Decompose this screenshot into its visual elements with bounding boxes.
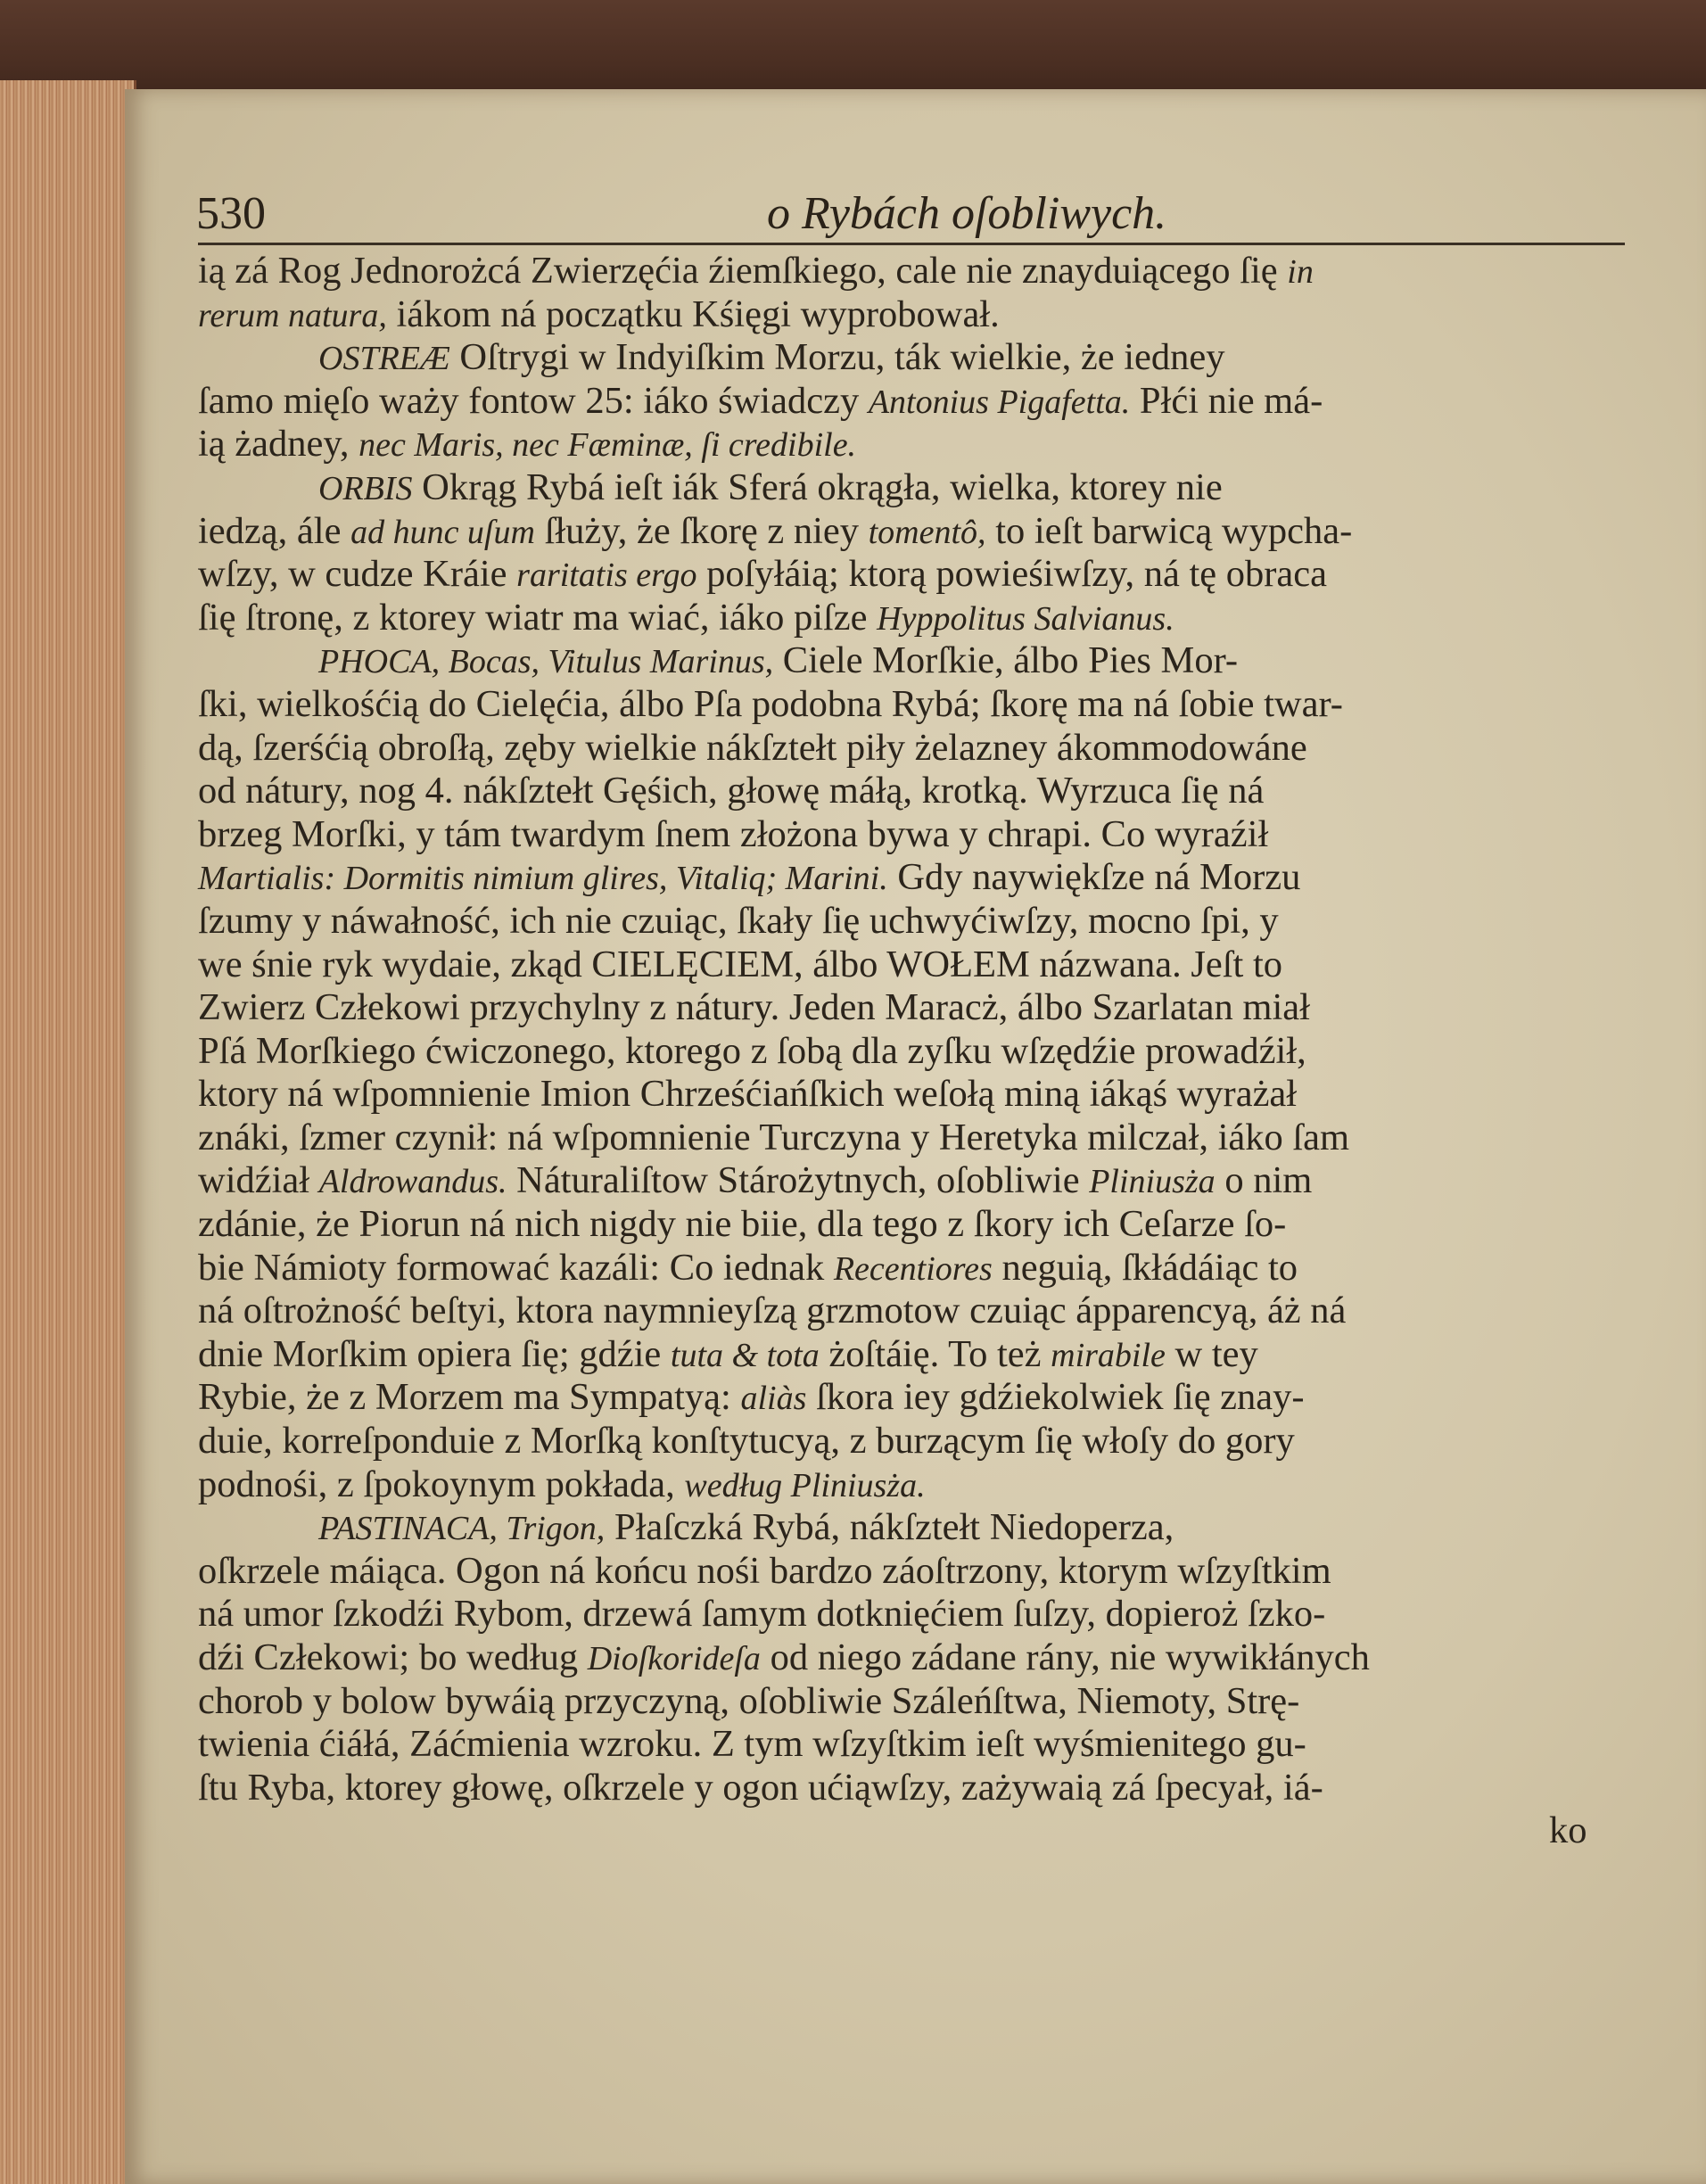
text-run: ná oſtrożność beſtyi, ktora naymnieyſzą grzmotow czuiąc ápparencyą, áż ná (198, 1290, 1347, 1332)
text-run: chorob y bolow bywáią przyczyną, oſobliwie Száleńſtwa, Niemoty, Strę- (198, 1679, 1300, 1722)
text-run: żoſtáię. To też (819, 1332, 1051, 1375)
text-line (198, 1030, 1652, 1074)
text-line (198, 1723, 1652, 1767)
italic-text: Martialis: Dormitis nimium glires, Vitaliq; Marini. (198, 860, 888, 898)
text-line (198, 1680, 1652, 1724)
text-run: Płaſczká Rybá, nákſztełt Niedoperza, (605, 1506, 1174, 1549)
text-line (198, 900, 1652, 944)
text-line (198, 813, 1652, 857)
italic-text: Hyppolitus Salvianus. (877, 599, 1174, 638)
text-line (198, 856, 1652, 900)
text-run: twienia ćiáłá, Záćmienia wzroku. Z tym wſzyſtkim ieſt wyśmienitego gu- (198, 1723, 1306, 1766)
italic-text: in (1287, 253, 1314, 291)
text-run: od nátury, nog 4. nákſztełt Gęśich, głowę máłą, krotką. Wyrzuca ſię ná (198, 770, 1265, 812)
page-edges (0, 80, 136, 2184)
text-run: brzeg Morſki, y tám twardym ſnem złożona bywa y chrapi. Co wyraźił (198, 812, 1269, 855)
page-number: 530 (196, 188, 266, 239)
header-rule (198, 243, 1625, 245)
text-run: podnośi, z ſpokoynym pokłada, (198, 1463, 685, 1505)
text-run: Pſá Morſkiego ćwiczonego, ktorego z ſobą dla zyſku wſzędźie prowadźił, (198, 1029, 1306, 1072)
italic-text: mirabile (1051, 1336, 1166, 1374)
text-line (198, 466, 1652, 510)
text-line (198, 770, 1652, 813)
text-line (198, 1247, 1652, 1290)
text-run: Płći nie má- (1130, 379, 1323, 422)
text-line (198, 1073, 1652, 1117)
text-run: ſię ſtronę, z ktorey wiatr ma wiać, iáko piſze (198, 596, 878, 639)
italic-text: rerum natura, (198, 296, 387, 334)
text-line (198, 1376, 1652, 1420)
text-line (198, 1203, 1652, 1247)
italic-text: według Pliniusża. (684, 1466, 926, 1504)
text-run: iedzą, ále (198, 509, 351, 552)
text-line (198, 683, 1652, 727)
body-text (198, 250, 1652, 1853)
catchword (198, 1809, 1652, 1853)
text-run: poſyłáią; ktorą powieśiwſzy, ná tę obraca (696, 553, 1328, 596)
text-line (198, 1333, 1652, 1377)
text-line (198, 597, 1652, 640)
italic-text: Dioſkorideſa (587, 1640, 761, 1677)
text-run: to ieſt barwicą wypcha- (985, 509, 1353, 552)
text-line (198, 1159, 1652, 1203)
text-line (198, 1117, 1652, 1160)
text-line (198, 250, 1652, 293)
text-line (198, 1463, 1652, 1507)
italic-text: tuta & tota (670, 1336, 820, 1374)
text-run: zdánie, że Piorun ná nich nigdy nie biie, dla tego z ſkory ich Ceſarze ſo- (198, 1203, 1287, 1246)
text-run: ſkora iey gdźiekolwiek ſię znay- (806, 1376, 1305, 1419)
text-run: ko (1549, 1809, 1587, 1852)
text-line (198, 944, 1652, 987)
text-run: iákom ná początku Kśięgi wyprobował. (386, 293, 1000, 335)
italic-text: PASTINACA, Trigon, (318, 1510, 606, 1548)
text-run: dźi Człekowi; bo według (198, 1636, 588, 1678)
text-run: Okrąg Rybá ieſt iák Sferá okrągła, wielka, ktorey nie (412, 466, 1223, 508)
text-line (198, 639, 1652, 683)
text-run: o nim (1215, 1159, 1313, 1202)
italic-text: raritatis ergo (516, 556, 697, 595)
text-line (198, 423, 1652, 466)
text-run: w tey (1165, 1332, 1258, 1375)
text-line (198, 1420, 1652, 1463)
text-line (198, 727, 1652, 771)
italic-text: ORBIS (318, 469, 413, 507)
italic-text: Antonius Pigafetta. (868, 383, 1131, 421)
italic-text: tomentô, (868, 513, 986, 551)
text-run: duie, korreſponduie z Morſką konſtytucyą, z burzącym ſię włoſy do gory (198, 1420, 1295, 1463)
text-run: Ciele Morſkie, álbo Pies Mor- (773, 639, 1239, 682)
italic-text: aliàs (740, 1380, 807, 1418)
text-run: dą, ſzerśćią obroſłą, zęby wielkie nákſztełt piły żelazney ákommodowáne (198, 726, 1307, 769)
running-title: o Rybách oſobliwych. (767, 188, 1167, 239)
text-run: znáki, ſzmer czynił: ná wſpomnienie Turczyna y Heretyka milczał, iáko ſam (198, 1116, 1350, 1158)
text-run: oſkrzele máiąca. Ogon ná końcu nośi bardzo záoſtrzony, ktorym wſzyſtkim (198, 1549, 1331, 1592)
text-line (198, 336, 1652, 380)
text-run: Rybie, że z Morzem ma Sympatyą: (198, 1376, 741, 1419)
text-run: Náturaliſtow Stárożytnych, oſobliwie (507, 1159, 1090, 1202)
text-run: wſzy, w cudze Kráie (198, 553, 517, 596)
text-run: neguią, ſkłádáiąc to (992, 1246, 1298, 1289)
text-run: we śnie ryk wydaie, zkąd CIELĘCIEM, álbo WOŁEM názwana. Jeſt to (198, 943, 1283, 985)
italic-text: Recentiores (833, 1249, 993, 1288)
text-run: ią zá Rog Jednorożcá Zwierzęćia źiemſkiego, cale nie znayduiącego ſię (198, 250, 1288, 292)
text-line (198, 986, 1652, 1030)
text-run: ná umor ſzkodźi Rybom, drzewá ſamym dotknięćiem ſuſzy, dopieroż ſzko- (198, 1593, 1326, 1636)
text-line (198, 293, 1652, 337)
italic-text: ad hunc uſum (350, 513, 535, 551)
text-run: ſzumy y náwałność, ich nie czuiąc, ſkały ſię uchwyćiwſzy, mocno ſpi, y (198, 899, 1279, 942)
italic-text: PHOCA, Bocas, Vitulus Marinus, (318, 643, 774, 681)
text-run: Gdy naywiękſze ná Morzu (887, 856, 1301, 899)
text-line (198, 380, 1652, 424)
text-run: ſtu Ryba, ktorey głowę, oſkrzele y ogon ućiąwſzy, zażywaią zá ſpecyał, iá- (198, 1766, 1323, 1809)
italic-text: nec Maris, nec Fæminæ, ſi credibile. (359, 426, 857, 465)
italic-text: Pliniusża (1089, 1163, 1216, 1201)
text-run: od niego zádane rány, nie wywikłánych (760, 1636, 1370, 1678)
text-line (198, 1506, 1652, 1550)
text-line (198, 1593, 1652, 1636)
text-line (198, 1290, 1652, 1333)
text-run: ią żadney, (198, 423, 359, 466)
text-line (198, 1767, 1652, 1810)
text-run: ſamo mięſo waży fontow 25: iáko świadczy (198, 379, 869, 422)
text-run: widźiał (198, 1159, 319, 1202)
text-line (198, 510, 1652, 554)
italic-text: OSTREÆ (318, 340, 450, 378)
text-run: ſłuży, że ſkorę z niey (534, 509, 869, 552)
text-line (198, 1636, 1652, 1680)
italic-text: Aldrowandus. (318, 1163, 507, 1201)
text-run: Zwierz Człekowi przychylny z nátury. Jeden Maracż, álbo Szarlatan miał (198, 986, 1310, 1029)
text-line (198, 1550, 1652, 1594)
text-line (198, 553, 1652, 597)
text-run: bie Námioty formować kazáli: Co iednak (198, 1246, 834, 1289)
text-run: ſki, wielkośćią do Cielęćia, álbo Pſa podobna Rybá; ſkorę ma ná ſobie twar- (198, 682, 1343, 725)
page-header (196, 187, 1641, 243)
text-run: dnie Morſkim opiera ſię; gdźie (198, 1332, 671, 1375)
text-run: ktory ná wſpomnienie Imion Chrześćiańſkich weſołą miną iákąś wyrażał (198, 1073, 1298, 1116)
text-run: Oſtrygi w Indyiſkim Morzu, ták wielkie, że iedney (449, 336, 1225, 379)
